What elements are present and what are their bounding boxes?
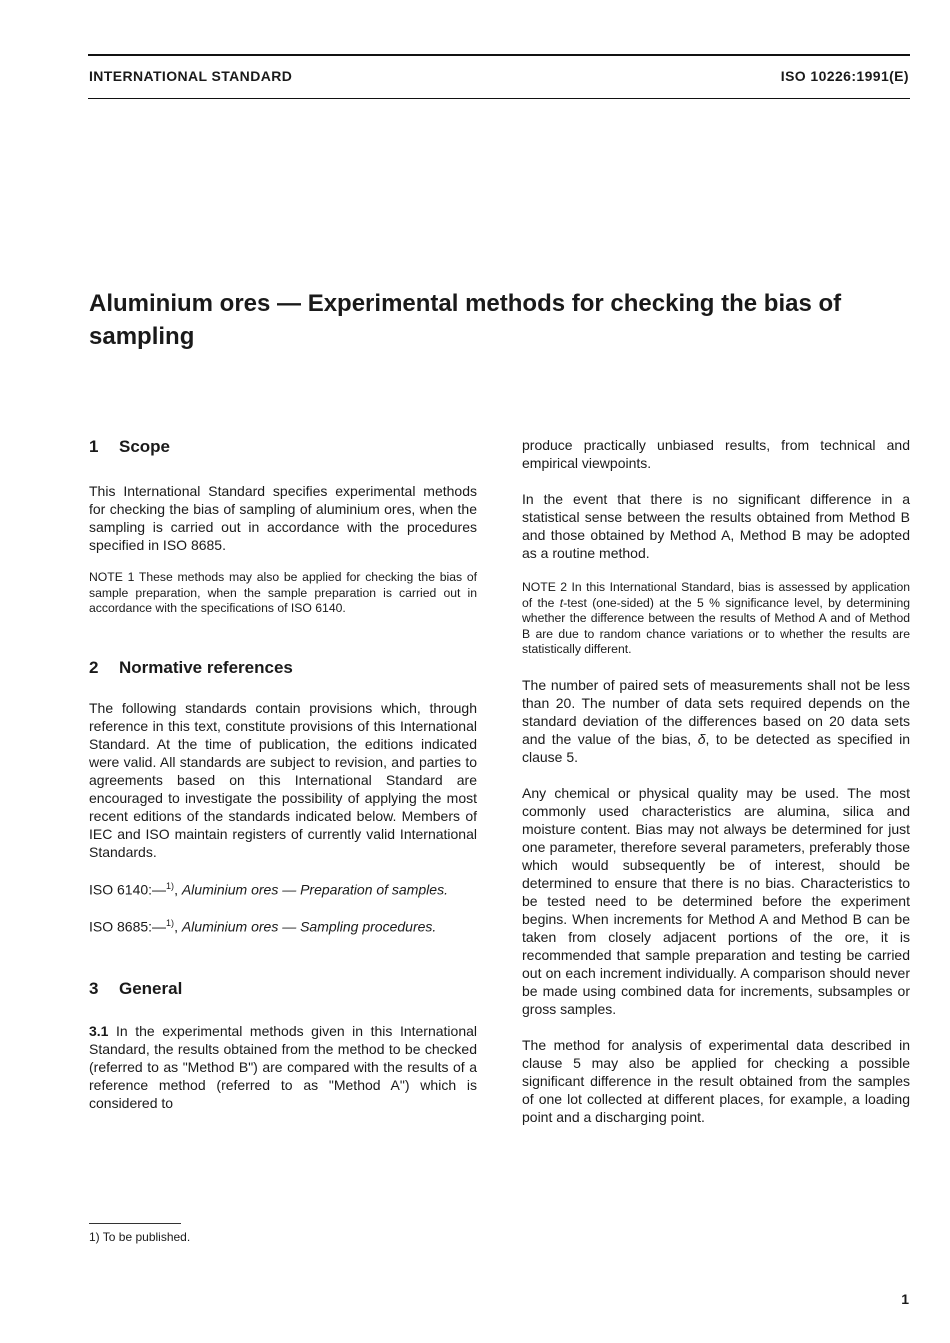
paragraph-text: , to be detected as specified in clause 5. [522, 730, 910, 765]
quality-characteristics-paragraph: Any chemical or physical quality may be used. The most commonly used characteristics are alumina, silica and moisture content. Bias may not always be determined for just one parameter, therefore several parameters, preferably those which would subsequently be of interest, should be determined to ensure that there is no bias. Characteristics to be tested need to be determined before the experiment begins. When increments for Method A and Method B can be taken from closely adjacent portions of the ore, it is recommended that sample preparation and testing be carried out on each increment individually. A comparison should never be made using combined data for increments, subsamples or gross samples. [522, 784, 910, 1017]
normative-references-paragraph: The following standards contain provisions which, through reference in this text, constitute provisions of this International Standard. At the time of publication, the editions indicated were valid. All standards are subject to revision, and parties to agreements based on this International Standard are encouraged to investigate the possibility of applying the most recent editions of the standards indicated below. Members of IEC and ISO maintain registers of currently valid International Standards. [89, 699, 477, 860]
section-number: 3 [89, 979, 99, 999]
subclause-number: 3.1 [89, 1023, 109, 1040]
note-2 [522, 580, 910, 658]
section-heading-general [89, 978, 477, 1000]
section-heading-normative-references [89, 657, 477, 679]
reference-code: ISO 8685:— [89, 919, 167, 936]
footnote: 1) To be published. [89, 1230, 191, 1244]
right-column [522, 436, 910, 1126]
analysis-method-paragraph: The method for analysis of experimental data described in clause 5 may also be applied for checking a possible significant difference in the result obtained from the samples of one lot collected at different places, for example, a loading point and a discharging point. [522, 1036, 910, 1125]
section-title: General [119, 979, 183, 999]
continuation-paragraph: produce practically unbiased results, from technical and empirical viewpoints. [522, 437, 910, 471]
subclause-text: In the experimental methods given in this International Standard, the results obtained from the method to be checked (referred to as "Method B") are compared with the results of a reference method (referred to as "Method A") which is considered to [89, 1023, 478, 1112]
reference-title: Aluminium ores — Sampling procedures. [181, 919, 437, 936]
header-bottom-rule [88, 98, 910, 99]
header-standard-type: INTERNATIONAL STANDARD [89, 68, 293, 84]
method-b-adoption-paragraph: In the event that there is no significant difference in a statistical sense between the results obtained from Method B and those obtained by Method A, Method B may be adopted as a routine method. [522, 491, 910, 561]
paired-sets-paragraph [522, 676, 910, 766]
reference-title: Aluminium ores — Preparation of samples. [181, 881, 448, 898]
footnote-rule [89, 1223, 181, 1224]
section-number: 1 [89, 437, 99, 456]
scope-paragraph: This International Standard specifies experimental methods for checking the bias of sampling of aluminium ores, when the sampling is carried out in accordance with the procedures specified in ISO 8685. [89, 483, 477, 553]
left-column [89, 436, 477, 1112]
section-heading-scope [89, 436, 477, 458]
paragraph-text: The number of paired sets of measurements shall not be less than 20. The number of data sets required depends on the standard deviation of the differences based on 20 data sets and the value of the bias, [522, 676, 910, 747]
reference-code: ISO 6140:— [89, 881, 167, 898]
delta-symbol: δ [697, 730, 706, 747]
note-1: NOTE 1 These methods may also be applied for checking the bias of sample preparation, when the sample preparation is carried out in accordance with the specifications of ISO 6140. [89, 570, 477, 616]
note-text: -test (one-sided) at the 5 % significance level, by determining whether the difference between the results of Method A and of Method B are due to random chance variations or to whether the results are statistically different. [522, 595, 910, 657]
general-paragraph-3-1 [89, 1022, 477, 1112]
document-title: Aluminium ores — Experimental methods for checking the bias of sampling [89, 290, 842, 350]
note-text: NOTE 2 In this International Standard, bias is assessed by application of the [522, 580, 910, 610]
t-symbol: t [559, 595, 564, 610]
section-title: Normative references [119, 657, 293, 677]
header-top-rule [88, 54, 910, 56]
reference-iso-8685: ISO 8685:—$^{1)}$, Aluminium ores — Sampling procedures. [89, 918, 437, 936]
footnote-marker: 1) [166, 918, 175, 929]
section-number: 2 [89, 657, 99, 677]
reference-iso-6140: ISO 6140:—$^{1)}$, Aluminium ores — Preparation of samples. [89, 880, 448, 898]
section-title: Scope [119, 437, 171, 456]
page-number: 1 [901, 1291, 909, 1307]
header-document-number: ISO 10226:1991(E) [780, 68, 909, 84]
footnote-marker: 1) [166, 880, 175, 891]
